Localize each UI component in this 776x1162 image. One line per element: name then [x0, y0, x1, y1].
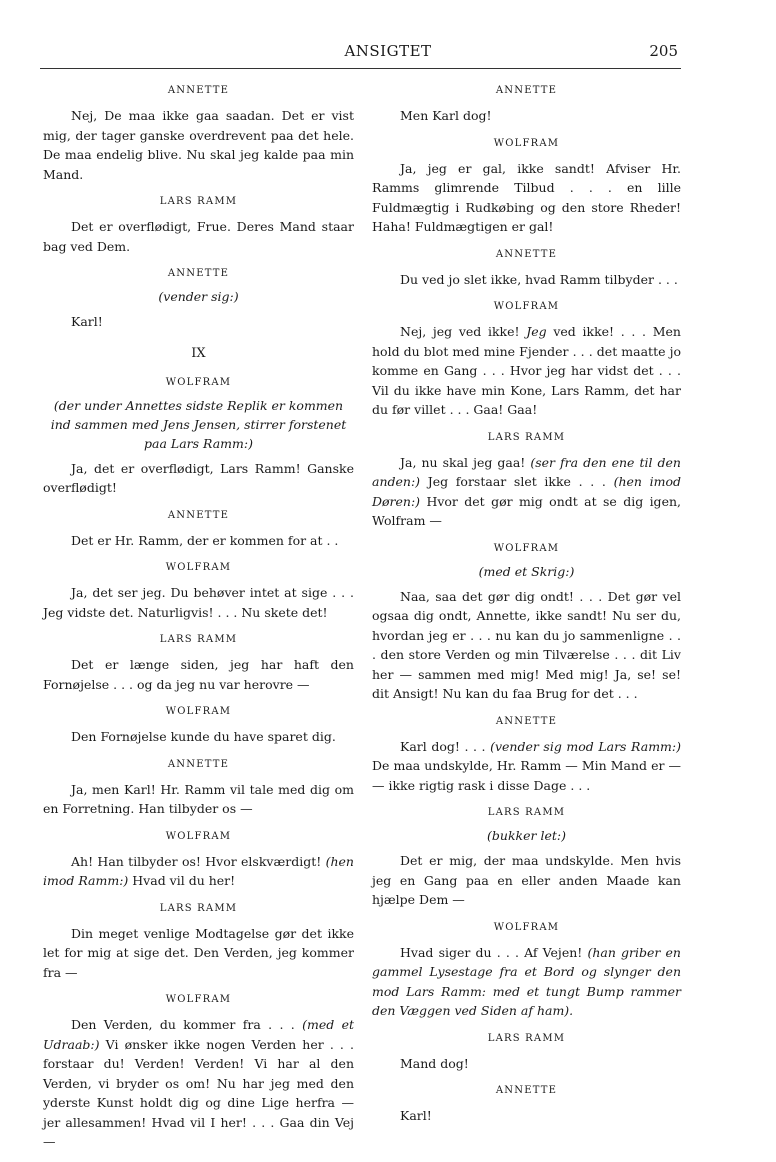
- dialogue-line: [372, 737, 681, 796]
- dialogue-line: [372, 322, 681, 420]
- speaker-name: ANNETTE: [167, 268, 230, 279]
- dialogue-text: ved ikke! . . . Men hold du blot med mine Fjender . . . det maatte jo komme en Gang . . . Hvor jeg har vidst det . . . Vil du ikke have min Kone, Lars Ramm, det har du før villet . . . Gaa! Gaa!: [372, 324, 681, 417]
- speaker-name: LARS RAMM: [159, 196, 238, 207]
- dialogue-line: [43, 852, 354, 891]
- stage-direction: (bukker let:): [487, 828, 566, 843]
- dialogue-text: Ah! Han tilbyder os! Hvor elskværdigt!: [71, 853, 322, 869]
- speaker-name: WOLFRAM: [493, 137, 560, 149]
- speaker-name: LARS RAMM: [159, 634, 238, 645]
- speaker-name: ANNETTE: [495, 1085, 558, 1096]
- dialogue-text: Den Verden, du kommer fra . . .: [71, 1017, 295, 1032]
- dialogue-line: Det er overflødigt, Frue. Deres Mand staar bag ved Dem.: [43, 219, 354, 254]
- speaker-name: WOLFRAM: [493, 921, 560, 933]
- speaker-name: LARS RAMM: [487, 1032, 566, 1044]
- dialogue-text: Ja, nu skal jeg gaa!: [400, 454, 526, 470]
- dialogue-line: Ja, men Karl! Hr. Ramm vil tale med dig om en Forretning. Han tilbyder os —: [43, 781, 354, 816]
- dialogue-line: Den Fornøjelse kunde du have sparet dig.: [71, 729, 336, 744]
- dialogue-line: Mand dog!: [400, 1055, 469, 1071]
- inline-direction: (han griber en gammel Lysestage fra et Bord og slynger den mod Lars Ramm: med et tungt Bump rammer den Væggen ved Siden af ham).: [372, 944, 681, 1018]
- speaker-name: WOLFRAM: [165, 706, 232, 717]
- speaker-name: ANNETTE: [495, 715, 558, 727]
- dialogue-line: Naa, saa det gør dig ondt! . . . Det gør vel ogsaa dig ondt, Annette, ikke sandt! Nu ser du, hvordan jeg er . . . nu kan du jo sammenligne . . . den store Verden og min Tilværelse . . . dit Liv her — sammen med mig! Med mig! Ja, se! se! dit Ansigt! Nu kan du faa Brug for det . . .: [372, 588, 681, 701]
- left-column: [43, 85, 354, 1152]
- running-title: ANSIGTET: [344, 42, 432, 60]
- speaker-name: WOLFRAM: [165, 562, 232, 573]
- dialogue-line: [43, 1015, 354, 1152]
- inline-direction: (vender sig mod Lars Ramm:): [490, 738, 681, 754]
- dialogue-text: De maa undskylde, Hr. Ramm — Min Mand er — — ikke rigtig rask i disse Dage . . .: [372, 758, 681, 793]
- speaker-name: WOLFRAM: [165, 994, 232, 1005]
- dialogue-text: Hvad siger du . . . Af Vejen!: [400, 944, 583, 960]
- inline-direction: (ser fra den ene til den anden:): [372, 454, 681, 489]
- header-rule: [40, 68, 681, 69]
- stage-direction: (med et Skrig:): [478, 563, 575, 579]
- speaker-name: ANNETTE: [495, 248, 558, 260]
- dialogue-line: Det er mig, der maa undskylde. Men hvis jeg en Gang paa en eller anden Maade kan hjælpe Dem —: [372, 853, 681, 907]
- dialogue-line: Din meget venlige Modtagelse gør det ikke let for mig at sige det. Den Verden, jeg kommer fra —: [43, 925, 354, 980]
- dialogue-text: Hvad vil du her!: [132, 873, 236, 888]
- speaker-name: WOLFRAM: [493, 542, 560, 554]
- inline-direction: (med et Udraab:): [43, 1017, 354, 1052]
- stage-direction: (vender sig:): [158, 289, 239, 304]
- speaker-name: LARS RAMM: [487, 431, 566, 443]
- speaker-name: LARS RAMM: [487, 807, 566, 818]
- dialogue-text: Nej, jeg ved ikke!: [400, 324, 520, 339]
- speaker-name: LARS RAMM: [159, 902, 238, 914]
- speaker-name: WOLFRAM: [493, 301, 560, 312]
- dialogue-text: Vi ønsker ikke nogen Verden her . . . forstaar du! Verden! Verden! Vi har al den Verden, vi bryder os om! Nu har jeg med den yderste Kunst holdt dig og dine Lige herfra — jer allesammen! Hvad vil I her! . . . Gaa din Vej —: [43, 1036, 354, 1149]
- dialogue-line: Nej, De maa ikke gaa saadan. Det er vist mig, der tager ganske overdrevent paa det hele. De maa endelig blive. Nu skal jeg kalde paa min Mand.: [43, 108, 354, 182]
- page-header: [0, 42, 776, 66]
- dialogue-text: Karl dog! . . .: [400, 738, 486, 754]
- speaker-name: WOLFRAM: [165, 830, 232, 842]
- right-column: [372, 85, 681, 1126]
- dialogue-line: Karl!: [71, 314, 103, 329]
- speaker-name: WOLFRAM: [165, 376, 232, 388]
- inline-direction: (hen imod Ramm:): [43, 853, 354, 888]
- speaker-name: ANNETTE: [167, 85, 230, 96]
- stage-direction: (der under Annettes sidste Replik er kommen ind sammen med Jens Jensen, stirrer forstenet paa Lars Ramm:): [50, 397, 347, 451]
- dialogue-line: Det er Hr. Ramm, der er kommen for at . .: [71, 532, 339, 548]
- dialogue-line: Ja, det er overflødigt, Lars Ramm! Ganske overflødigt!: [43, 460, 354, 495]
- speaker-name: ANNETTE: [167, 758, 230, 770]
- dialogue-line: Karl!: [400, 1108, 432, 1123]
- dialogue-line: [372, 453, 681, 531]
- scene-heading: IX: [191, 345, 206, 361]
- dialogue-text: Hvor det gør mig ondt at se dig igen, Wolfram —: [372, 493, 681, 528]
- dialogue-line: Ja, det ser jeg. Du behøver intet at sige . . . Jeg vidste det. Naturligvis! . . . Nu skete det!: [43, 585, 354, 620]
- dialogue-line: Det er længe siden, jeg har haft den Fornøjelse . . . og da jeg nu var herovre —: [43, 657, 354, 692]
- dialogue-line: Du ved jo slet ikke, hvad Ramm tilbyder . . .: [400, 271, 678, 287]
- speaker-name: ANNETTE: [167, 509, 230, 521]
- emphasis-word: Jeg: [526, 324, 547, 339]
- dialogue-text: Jeg forstaar slet ikke . . .: [427, 474, 606, 489]
- dialogue-line: Ja, jeg er gal, ikke sandt! Afviser Hr. Ramms glimrende Tilbud . . . en lille Fuldmægtig i Rudkøbing og den store Rheder! Haha! Fuldmægtigen er gal!: [372, 160, 681, 234]
- speaker-name: ANNETTE: [495, 85, 558, 96]
- inline-direction: (hen imod Døren:): [372, 474, 681, 509]
- dialogue-line: [372, 943, 681, 1021]
- dialogue-line: Men Karl dog!: [400, 108, 492, 123]
- page-number: 205: [649, 42, 678, 60]
